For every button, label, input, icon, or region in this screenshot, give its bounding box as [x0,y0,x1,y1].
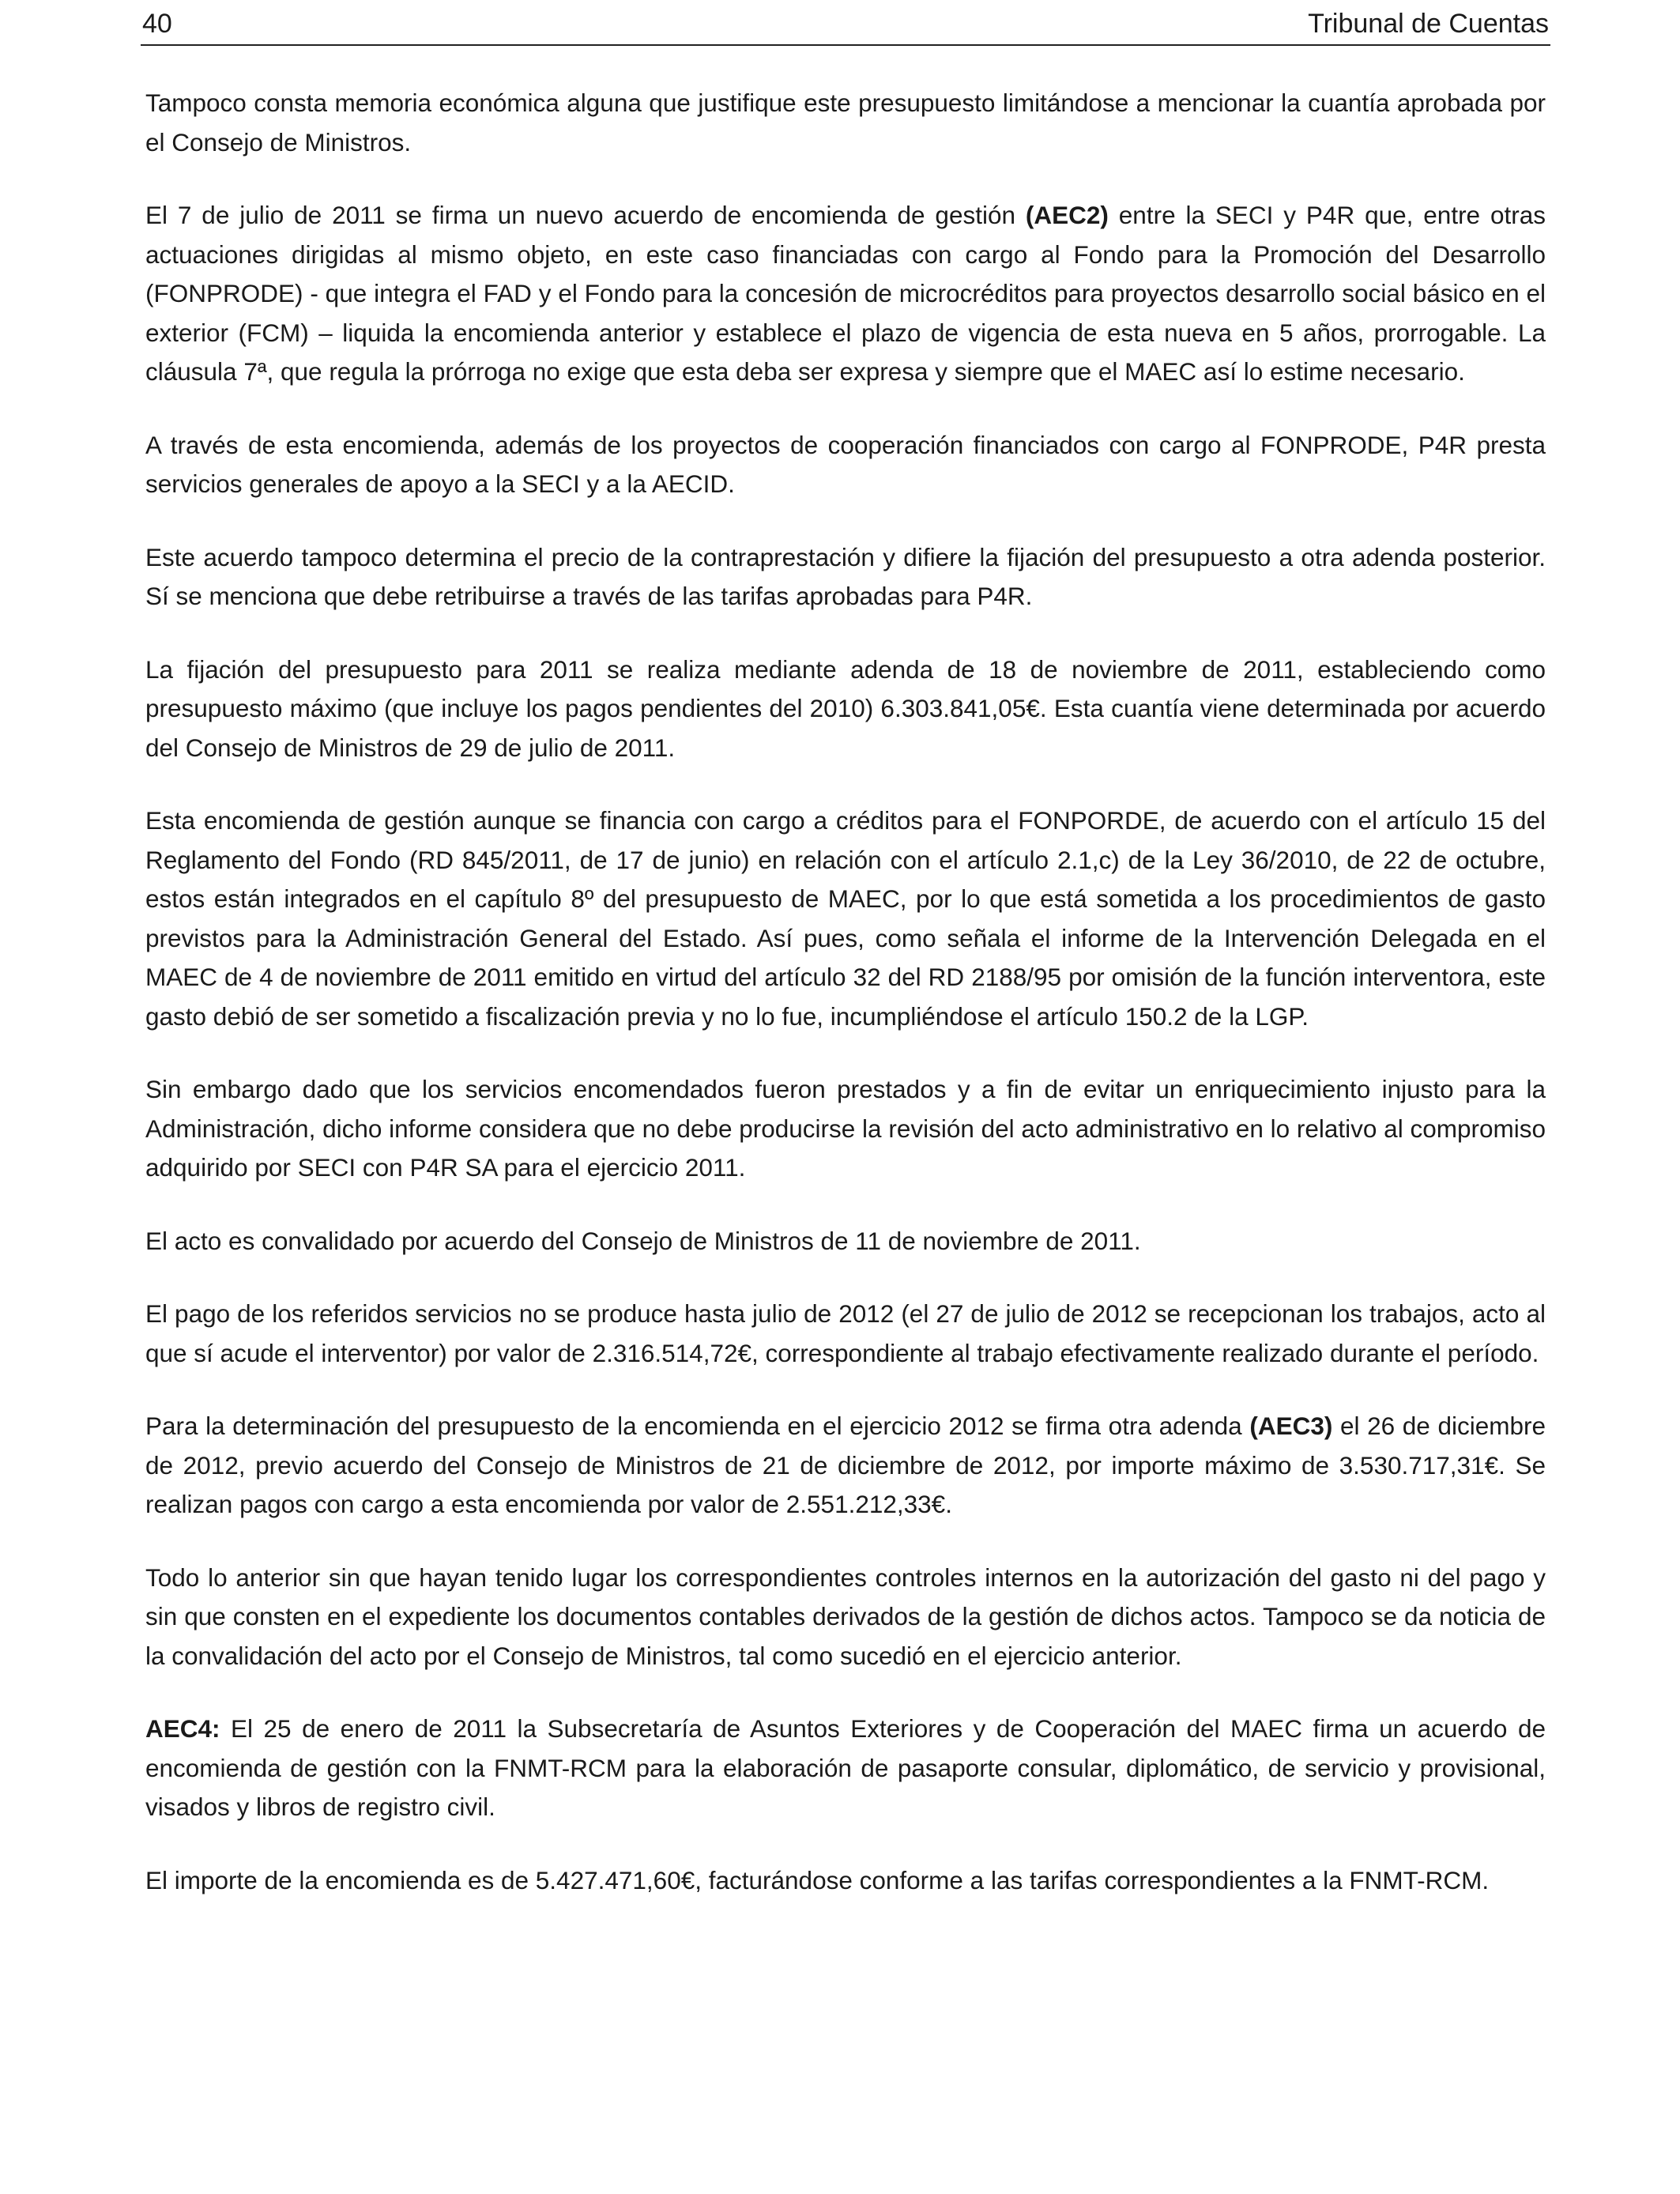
paragraph-text: Esta encomienda de gestión aunque se financia con cargo a créditos para el FONPORDE, de acuerdo con el artículo 15 del Reglamento del Fondo (RD 845/2011, de 17 de junio) en relación con el artículo 2.1,c) de la Ley 36/2010, de 22 de octubre, estos están integrados en el capítulo 8º del presupuesto de MAEC, por lo que está sometida a los procedimientos de gasto previstos para la Administración General del Estado. Así pues, como señala el informe de la Intervención Delegada en el MAEC de 4 de noviembre de 2011 emitido en virtud del artículo 32 del RD 2188/95 por omisión de la función interventora, este gasto debió de ser sometido a fiscalización previa y no lo fue, incumpliéndose el artículo 150.2 de la LGP. [145,806,1546,1031]
aec4-label: AEC4: [145,1714,220,1743]
paragraph-controles-internos [145,1559,1546,1676]
paragraph-text: Sin embargo dado que los servicios encomendados fueron prestados y a fin de evitar un enriquecimiento injusto para la Administración, dicho informe considera que no debe producirse la revisión del acto administrativo en lo relativo al compromiso adquirido por SECI con P4R SA para el ejercicio 2011. [145,1075,1546,1182]
paragraph-text: La fijación del presupuesto para 2011 se realiza mediante adenda de 18 de noviembre de 2011, estableciendo como presupuesto máximo (que incluye los pagos pendientes del 2010) 6.303.841,05€. Esta cuantía viene determinada por acuerdo del Consejo de Ministros de 29 de julio de 2011. [145,654,1546,762]
aec2-label: (AEC2) [1025,201,1109,229]
paragraph-aec2-acuerdo [145,196,1546,392]
page-number: 40 [142,9,172,39]
paragraph-aec3-adenda [145,1407,1546,1525]
paragraph-text: Todo lo anterior sin que hayan tenido lugar los correspondientes controles internos en la autorización del gasto ni del pago y sin que consten en el expediente los documentos contables derivados de la gestión de dichos actos. Tampoco se da noticia de la convalidación del acto por el Consejo de Ministros, tal como sucedió en el ejercicio anterior. [145,1563,1546,1670]
paragraph-presupuesto-2011 [145,650,1546,768]
paragraph-text: El importe de la encomienda es de 5.427.471,60€, facturándose conforme a las tarifas correspondientes a la FNMT-RCM. [145,1865,1490,1894]
paragraph-presupuesto-memoria [145,84,1546,162]
paragraph-fiscalizacion [145,801,1546,1036]
page-header [141,5,1550,46]
paragraph-contraprestacion [145,538,1546,616]
paragraph-text: El pago de los referidos servicios no se produce hasta julio de 2012 (el 27 de julio de 2012 se recepcionan los trabajos, acto al que sí acude el interventor) por valor de 2.316.514,72€, correspondiente al trabajo efectivamente realizado durante el período. [145,1299,1546,1367]
paragraph-text: el 26 de diciembre de 2012, previo acuerdo del Consejo de Ministros de 21 de diciembre de 2012, por importe máximo de 3.530.717,31€. Se realizan pagos con cargo a esta encomienda por valor de 2.551.212,33€. [145,1412,1546,1518]
aec3-label: (AEC3) [1249,1412,1333,1440]
document-body [145,84,1546,1934]
paragraph-text: El 7 de julio de 2011 se firma un nuevo acuerdo de encomienda de gestión [145,201,1026,229]
paragraph-text: Este acuerdo tampoco determina el precio de la contraprestación y difiere la fijación del presupuesto a otra adenda posterior. Sí se menciona que debe retribuirse a través de las tarifas aprobadas para P4R. [145,542,1546,610]
paragraph-servicios-generales [145,426,1546,504]
running-title: Tribunal de Cuentas [1308,9,1549,39]
paragraph-aec4-acuerdo [145,1710,1546,1827]
paragraph-convalidacion [145,1222,1546,1261]
paragraph-text: El acto es convalidado por acuerdo del Consejo de Ministros de 11 de noviembre de 2011. [145,1226,1141,1255]
paragraph-text: entre la SECI y P4R que, entre otras actuaciones dirigidas al mismo objeto, en este caso financiadas con cargo al Fondo para la Promoción del Desarrollo (FONPRODE) - que integra el FAD y el Fondo para la concesión de microcréditos para proyectos desarrollo social básico en el exterior (FCM) – liquida la encomienda anterior y establece el plazo de vigencia de esta nueva en 5 años, prorrogable. La cláusula 7ª, que regula la prórroga no exige que esta deba ser expresa y siempre que el MAEC así lo estime necesario. [145,201,1546,386]
paragraph-text: El 25 de enero de 2011 la Subsecretaría de Asuntos Exteriores y de Cooperación del MAEC firma un acuerdo de encomienda de gestión con la FNMT-RCM para la elaboración de pasaporte consular, diplomático, de servicio y provisional, visados y libros de registro civil. [145,1714,1546,1821]
paragraph-text: Para la determinación del presupuesto de la encomienda en el ejercicio 2012 se firma otra adenda [145,1412,1250,1440]
paragraph-text: A través de esta encomienda, además de los proyectos de cooperación financiados con cargo al FONPRODE, P4R presta servicios generales de apoyo a la SECI y a la AECID. [145,430,1546,498]
paragraph-pago-servicios [145,1295,1546,1373]
paragraph-importe-encomienda [145,1861,1546,1901]
paragraph-enriquecimiento [145,1070,1546,1188]
paragraph-text: Tampoco consta memoria económica alguna que justifique este presupuesto limitándose a mencionar la cuantía aprobada por el Consejo de Ministros. [145,89,1546,156]
